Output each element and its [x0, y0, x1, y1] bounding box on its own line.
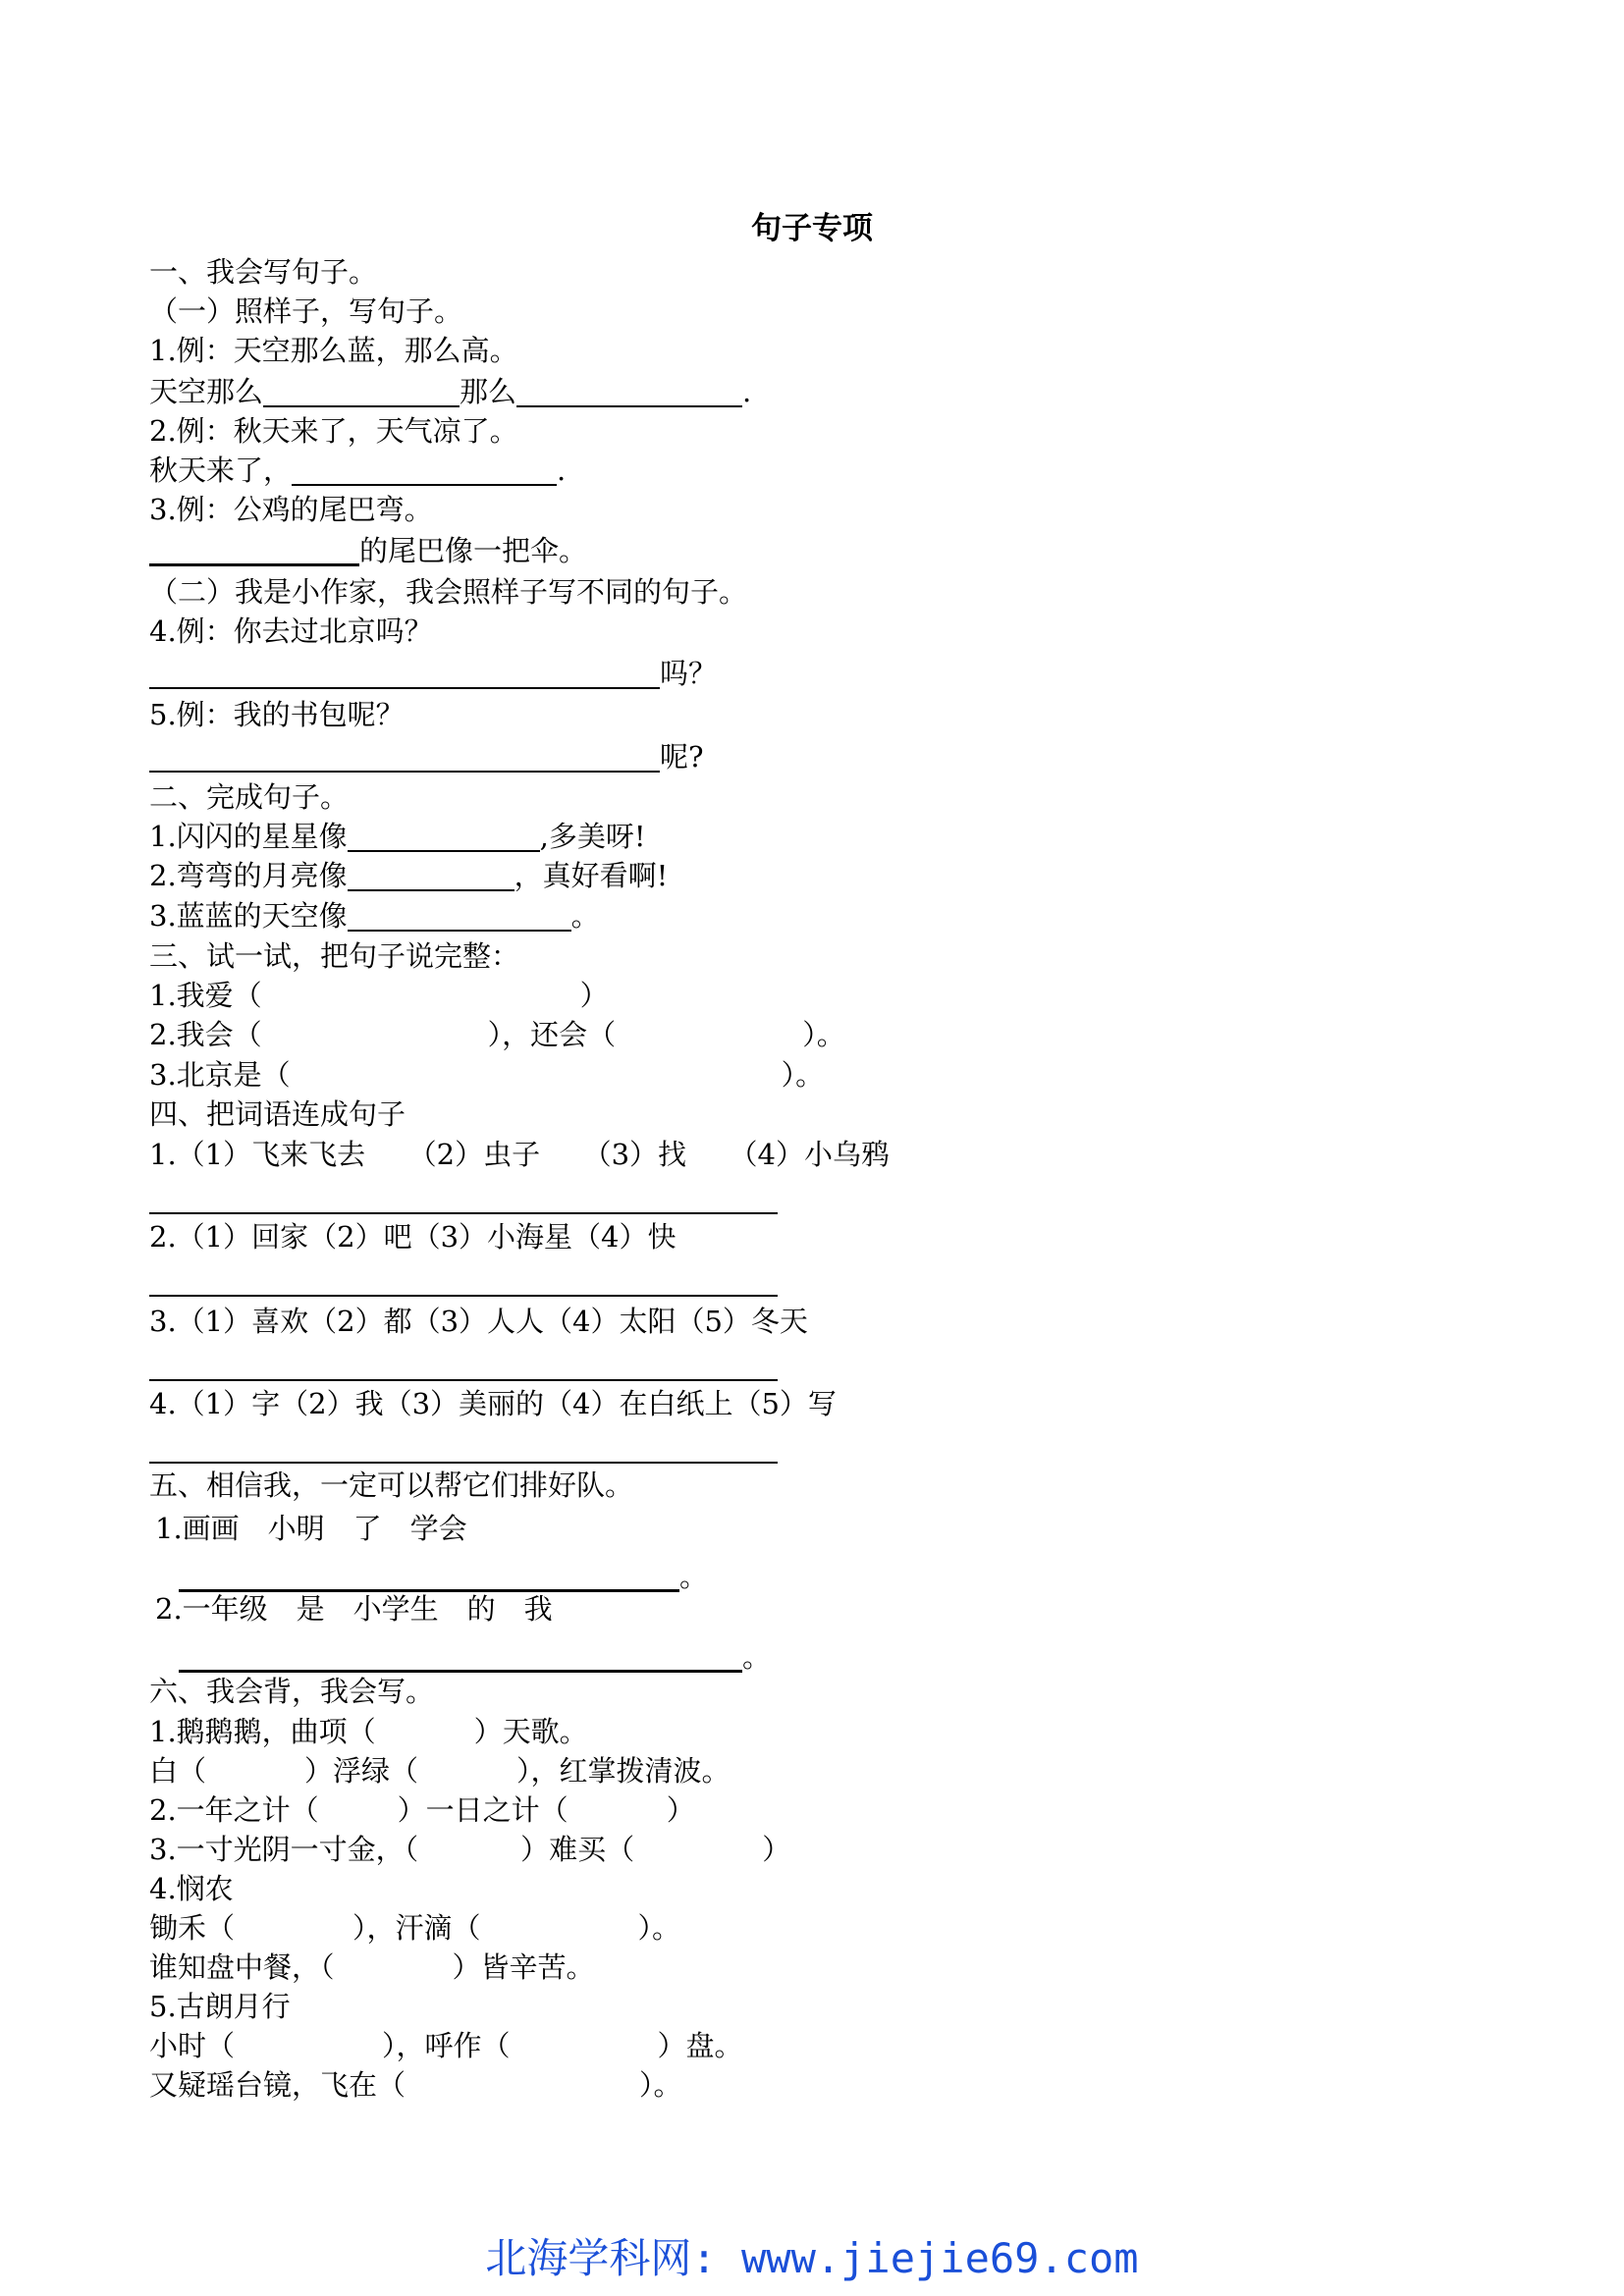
words-3-answer-line[interactable]	[149, 1379, 778, 1381]
say-1-suffix: ）	[579, 979, 609, 1012]
poem-1-line-2-c: ），红掌拨清波。	[516, 1754, 731, 1788]
order-2: 2.一年级 是 小学生 的 我	[155, 1592, 553, 1626]
complete-3-prefix: 3.蓝蓝的天空像	[149, 899, 348, 933]
answer-2-prefix: 秋天来了，	[149, 454, 293, 487]
poem-1-line-1-a: 1.鹅鹅鹅，曲项（	[149, 1715, 376, 1748]
complete-2-prefix: 2.弯弯的月亮像	[149, 859, 348, 892]
proverb-2-a: 2.一年之计（	[149, 1793, 319, 1827]
answer-2-blank[interactable]	[292, 454, 557, 486]
complete-2-suffix: ，真好看啊!	[514, 859, 669, 892]
poem-5-line-1-b: ），呼作（	[382, 2029, 511, 2062]
words-4: 4.（1）字（2）我（3）美丽的（4）在白纸上（5）写	[149, 1387, 837, 1420]
words-3: 3.（1）喜欢（2）都（3）人人（4）太阳（5）冬天	[149, 1305, 808, 1338]
poem-1-line-2-b: ）浮绿（	[304, 1754, 419, 1788]
answer-1-middle: 那么	[460, 375, 517, 408]
example-2: 2.例：秋天来了，天气凉了。	[149, 414, 518, 448]
section-1-sub-1: （一）照样子，写句子。	[149, 294, 463, 328]
say-2	[149, 1015, 845, 1054]
complete-3-blank[interactable]	[348, 900, 571, 932]
proverb-2-c: ）	[666, 1793, 695, 1827]
footer-watermark: 北海学科网: www.jiejie69.com	[485, 2234, 1139, 2282]
proverb-3-a: 3.一寸光阴一寸金，（	[149, 1833, 419, 1866]
complete-3-suffix: 。	[570, 899, 600, 933]
section-5-heading: 五、相信我，一定可以帮它们排好队。	[149, 1468, 634, 1502]
section-6-heading: 六、我会背，我会写。	[149, 1675, 435, 1708]
poem-4-line-2	[149, 1948, 595, 1987]
answer-2-end: .	[557, 454, 567, 487]
answer-1	[149, 372, 751, 411]
poem-5-line-2-b: ）。	[639, 2068, 682, 2102]
section-2-heading: 二、完成句子。	[149, 780, 350, 814]
answer-3-text: 的尾巴像一把伞。	[359, 534, 588, 567]
answer-1-blank-a[interactable]	[263, 376, 460, 407]
answer-4-text: 吗？	[660, 657, 718, 690]
say-1-prefix: 1.我爱（	[149, 979, 262, 1012]
complete-1-blank[interactable]	[348, 821, 540, 852]
order-2-blank[interactable]	[179, 1640, 742, 1673]
answer-3-blank[interactable]	[149, 534, 359, 566]
example-5: 5.例：我的书包呢？	[149, 698, 405, 731]
say-2-middle: ），还会（	[487, 1018, 617, 1051]
poem-4-line-2-a: 谁知盘中餐，（	[149, 1950, 335, 1984]
poem-5-title: 5.古朗月行	[149, 1990, 291, 2023]
answer-1-end: .	[742, 375, 752, 408]
complete-1-suffix: ,多美呀!	[539, 820, 646, 853]
say-1	[149, 976, 609, 1015]
order-1-period: 。	[679, 1560, 709, 1593]
poem-4-title: 4.悯农	[149, 1872, 234, 1905]
order-1: 1.画画 小明 了 学会	[155, 1512, 467, 1545]
complete-1-prefix: 1.闪闪的星星像	[149, 820, 348, 853]
poem-1-line-1	[149, 1712, 588, 1751]
answer-4-blank[interactable]	[149, 658, 660, 689]
proverb-3-b: ）难买（	[520, 1833, 635, 1866]
section-1-sub-2: （二）我是小作家，我会照样子写不同的句子。	[149, 575, 748, 609]
poem-4-line-2-b: ）皆辛苦。	[452, 1950, 595, 1984]
section-3-heading: 三、试一试，把句子说完整：	[149, 939, 520, 973]
complete-3	[149, 896, 600, 935]
poem-5-line-1	[149, 2026, 743, 2065]
poem-4-line-1-a: 锄禾（	[149, 1911, 236, 1945]
section-4-heading: 四、把词语连成句子	[149, 1097, 406, 1131]
answer-1-blank-b[interactable]	[516, 376, 742, 407]
example-3: 3.例：公鸡的尾巴弯。	[149, 493, 433, 526]
words-2: 2.（1）回家（2）吧（3）小海星（4）快	[149, 1220, 677, 1254]
example-1: 1.例：天空那么蓝，那么高。	[149, 334, 518, 367]
poem-4-line-1-c: ）。	[637, 1911, 681, 1945]
complete-2-blank[interactable]	[348, 860, 514, 891]
say-3-prefix: 3.北京是（	[149, 1058, 291, 1092]
poem-1-line-2	[149, 1751, 731, 1790]
poem-5-line-2	[149, 2065, 682, 2105]
say-3	[149, 1055, 824, 1095]
words-4-answer-line[interactable]	[149, 1462, 778, 1464]
proverb-2	[149, 1790, 695, 1830]
proverb-3-c: ）	[762, 1833, 791, 1866]
say-2-prefix: 2.我会（	[149, 1018, 262, 1051]
answer-5-text: 呢?	[660, 740, 704, 774]
poem-5-line-1-c: ）盘。	[657, 2029, 743, 2062]
order-1-blank[interactable]	[179, 1560, 679, 1592]
answer-5-blank[interactable]	[149, 741, 660, 773]
answer-5	[149, 737, 704, 776]
order-2-answer	[179, 1637, 771, 1677]
answer-3	[149, 531, 587, 570]
poem-1-line-2-a: 白（	[149, 1754, 207, 1788]
poem-4-line-1	[149, 1908, 680, 1948]
words-1: 1.（1）飞来飞去 （2）虫子 （3）找 （4）小乌鸦	[149, 1138, 890, 1171]
words-2-answer-line[interactable]	[149, 1295, 778, 1297]
complete-2	[149, 856, 668, 895]
say-2-suffix: ）。	[802, 1018, 845, 1051]
poem-5-line-1-a: 小时（	[149, 2029, 236, 2062]
words-1-answer-line[interactable]	[149, 1212, 778, 1214]
order-2-period: 。	[742, 1640, 772, 1674]
example-4: 4.例：你去过北京吗？	[149, 614, 433, 648]
answer-4	[149, 654, 717, 693]
section-1-heading: 一、我会写句子。	[149, 255, 378, 289]
proverb-2-b: ）一日之计（	[397, 1793, 568, 1827]
proverb-3	[149, 1830, 790, 1869]
answer-1-prefix: 天空那么	[149, 375, 264, 408]
poem-4-line-1-b: ），汗滴（	[352, 1911, 481, 1945]
say-3-suffix: ）。	[781, 1058, 825, 1092]
poem-5-line-2-a: 又疑瑶台镜，飞在（	[149, 2068, 406, 2102]
page-title: 句子专项	[751, 211, 873, 246]
complete-1	[149, 817, 646, 856]
answer-2	[149, 451, 566, 490]
poem-1-line-1-b: ）天歌。	[473, 1715, 588, 1748]
